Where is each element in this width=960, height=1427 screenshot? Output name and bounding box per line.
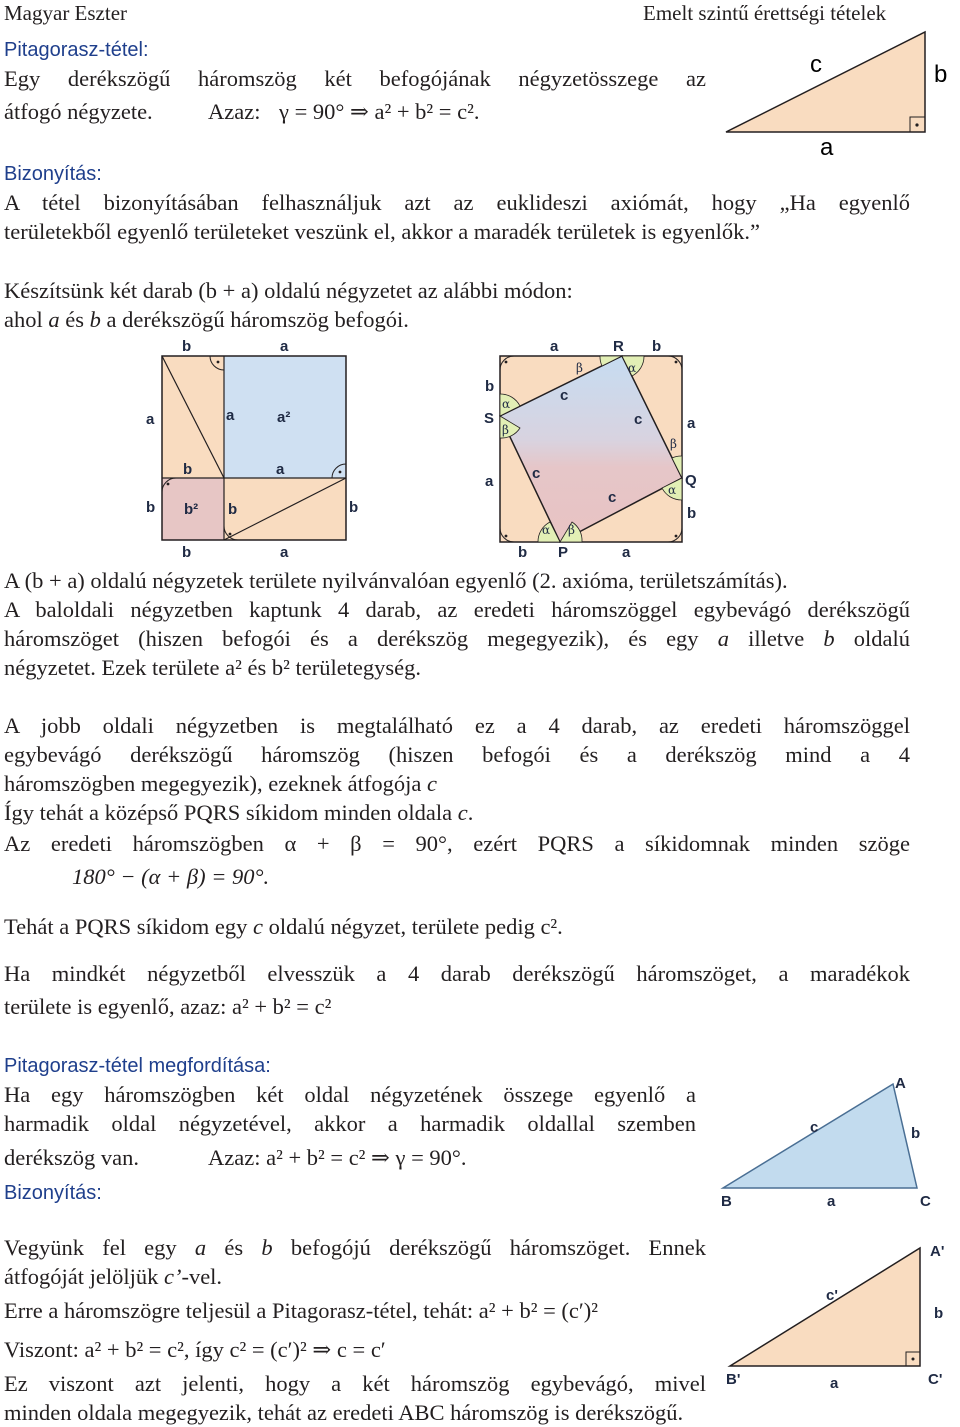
label-a-squared: a²	[277, 409, 291, 426]
proof-right-line7	[4, 914, 563, 940]
theorem-formula: γ = 90° ⇒ a² + b² = c².	[279, 99, 480, 124]
text: Tehát a PQRS síkidom egy	[4, 914, 248, 939]
var-a: a	[194, 1235, 207, 1260]
label-top-a: a	[550, 338, 559, 355]
section-title-proof: Bizonyítás:	[4, 163, 102, 185]
proof-line4	[4, 307, 409, 333]
label-b: b	[934, 61, 948, 88]
proof-right-line9: területe is egyenlő, azaz: a² + b² = c²	[4, 994, 332, 1019]
proof-sentence2: A baloldali négyzetben kaptunk 4 darab, az eredeti háromszöggel egybevágó derékszögű	[4, 597, 910, 622]
text: a derékszögű háromszög befogói.	[106, 307, 409, 332]
label-beta: β	[576, 361, 583, 375]
text: ezért PQRS a síkidomnak minden szöge	[473, 831, 910, 856]
label-alpha: α	[628, 361, 637, 375]
label-top-b: b	[652, 338, 662, 355]
converse-line2: harmadik oldal négyzetével, akkor a harmadik oldallal szemben	[4, 1111, 696, 1136]
var-c-prime: c’	[163, 1264, 182, 1289]
text: oldalú	[853, 626, 911, 651]
proof-right-line3	[4, 771, 437, 797]
converse-proof-line4: Viszont: a² + b² = c², így c² = (c′)² ⇒ c = c′	[4, 1337, 386, 1362]
section-title-converse: Pitagorasz-tétel megfordítása:	[4, 1055, 271, 1077]
label-side-c: c	[560, 387, 569, 404]
label-top-b: b	[182, 338, 192, 355]
formula-alpha-beta: α + β = 90°,	[284, 831, 453, 856]
label-A-prime: A'	[930, 1243, 945, 1260]
header-author: Magyar Eszter	[4, 1, 128, 25]
label-left-a: a	[146, 411, 155, 428]
text: átfogóját jelöljük	[4, 1264, 159, 1289]
label-c-prime: c'	[826, 1287, 838, 1304]
converse-line3b: Azaz: a² + b² = c² ⇒ γ = 90°.	[208, 1145, 467, 1170]
var-c: c	[426, 771, 437, 796]
label-R: R	[613, 338, 624, 355]
text: háromszöget (hiszen befogói és a derékszög megegyezik), és egy	[4, 626, 699, 651]
var-a: a	[48, 307, 60, 332]
header-doc-title: Emelt szintű érettségi tételek	[643, 1, 887, 25]
converse-line3a: derékszög van.	[4, 1145, 139, 1170]
text: illetve	[748, 626, 805, 651]
var-b: b	[89, 307, 101, 332]
text: oldalú négyzet, területe pedig c².	[268, 914, 563, 939]
label-alpha: α	[542, 523, 551, 537]
label-B-prime: B'	[726, 1371, 741, 1388]
figure-left-square	[140, 336, 366, 561]
converse-proof-line6: minden oldala megegyezik, tehát az eredeti ABC háromszög is derékszögű.	[4, 1400, 684, 1425]
figure-right-square-pqrs	[480, 336, 712, 564]
theorem-azaz: Azaz:	[208, 99, 261, 124]
text: háromszögben megegyezik), ezeknek átfogója	[4, 771, 422, 796]
theorem-statement-line2: átfogó négyzete.	[4, 99, 153, 124]
label-left-a: a	[485, 473, 494, 490]
proof-right-line2: egybevágó derékszögű háromszög (hiszen befogói és a derékszög mind a 4	[4, 742, 910, 767]
var-a: a	[717, 626, 729, 651]
label-alpha: α	[668, 483, 677, 497]
text: ahol	[4, 307, 43, 332]
label-beta: β	[502, 423, 509, 437]
label-C: C	[920, 1193, 931, 1210]
section-title-pythagoras: Pitagorasz-tétel:	[4, 39, 149, 61]
proof-line2: területekből egyenlő területeket veszünk el, akkor a maradék területek is egyenlők.”	[4, 219, 760, 244]
label-bottom-b: b	[518, 544, 528, 561]
label-a: a	[820, 134, 834, 158]
label-b: b	[934, 1305, 944, 1322]
label-right-b: b	[349, 499, 359, 516]
theorem-statement-line1: Egy derékszögű háromszög két befogójának négyzetösszege az	[4, 66, 706, 91]
figure-triangle-abc-prime	[722, 1238, 956, 1390]
label-side-c: c	[634, 411, 643, 428]
text: befogójú derékszögű háromszöget. Ennek	[290, 1235, 707, 1260]
label-left-b: b	[485, 378, 495, 395]
var-b: b	[261, 1235, 273, 1260]
label-left-b: b	[146, 499, 156, 516]
proof-sentence1: A (b + a) oldalú négyzetek területe nyilvánvalóan egyenlő (2. axióma, területszámítás).	[4, 568, 788, 593]
label-side-c: c	[608, 489, 617, 506]
text: és	[65, 307, 84, 332]
label-inner-b: b	[183, 461, 193, 478]
label-right-a: a	[687, 415, 696, 432]
label-beta: β	[670, 437, 677, 451]
label-S: S	[484, 410, 495, 427]
label-a: a	[827, 1193, 836, 1210]
label-b-squared: b²	[184, 501, 199, 518]
var-c: c	[457, 800, 468, 825]
var-c: c	[253, 914, 264, 939]
var-b: b	[823, 626, 835, 651]
label-side-c: c	[532, 465, 541, 482]
label-b: b	[911, 1125, 921, 1142]
label-a: a	[830, 1375, 839, 1390]
label-bottom-a: a	[622, 544, 631, 561]
text: -vel.	[181, 1264, 223, 1289]
formula-angle-sum: 180° − (α + β) = 90°.	[72, 864, 270, 889]
proof-right-line4: Így tehát a középső PQRS síkidom minden oldala c.	[4, 800, 474, 825]
converse-line1: Ha egy háromszögben két oldal négyzetének összege egyenlő a	[4, 1082, 696, 1107]
text: Így tehát a középső PQRS síkidom minden oldala	[4, 800, 453, 825]
section-title-converse-proof: Bizonyítás:	[4, 1182, 102, 1204]
label-B: B	[721, 1193, 732, 1210]
proof-right-line1: A jobb oldali négyzetben is megtalálható ez a 4 darab, az eredeti háromszöggel	[4, 713, 910, 738]
figure-triangle-abc	[715, 1060, 947, 1210]
proof-right-line8: Ha mindkét négyzetből elvesszük a 4 darab derékszögű háromszöget, a maradékok	[4, 961, 910, 986]
converse-proof-line2	[4, 1264, 222, 1290]
label-beta: β	[568, 523, 575, 537]
label-right-b: b	[687, 505, 697, 522]
figure-right-triangle	[722, 28, 958, 158]
label-inner-b2: b	[228, 501, 238, 518]
converse-proof-line3: Erre a háromszögre teljesül a Pitagorasz-tétel, tehát: a² + b² = (c′)²	[4, 1298, 599, 1323]
proof-line3: Készítsünk két darab (b + a) oldalú négyzetet az alábbi módon:	[4, 278, 573, 303]
label-c: c	[810, 1119, 819, 1136]
text: és	[224, 1235, 244, 1260]
label-bottom-a: a	[280, 544, 289, 561]
proof-sentence4: négyzetet. Ezek területe a² és b² területegység.	[4, 655, 422, 680]
converse-proof-line1	[4, 1235, 706, 1261]
text: Vegyünk fel egy	[4, 1235, 177, 1260]
label-P: P	[558, 544, 569, 561]
converse-proof-line5: Ez viszont azt jelenti, hogy a két háromszög egybevágó, mivel	[4, 1371, 706, 1396]
label-bottom-b: b	[182, 544, 192, 561]
text: Az eredeti háromszögben	[4, 831, 264, 856]
proof-right-line5	[4, 831, 910, 857]
label-alpha: α	[502, 397, 511, 411]
label-top-a: a	[280, 338, 289, 355]
label-c: c	[810, 51, 822, 78]
proof-sentence3	[4, 626, 910, 652]
label-inner-a: a	[226, 407, 235, 424]
label-Q: Q	[685, 472, 697, 489]
proof-line1: A tétel bizonyításában felhasználjuk azt az euklideszi axiómát, hogy „Ha egyenlő	[4, 190, 910, 215]
label-inner-a2: a	[276, 461, 285, 478]
label-A: A	[895, 1075, 906, 1092]
label-C-prime: C'	[928, 1371, 943, 1388]
